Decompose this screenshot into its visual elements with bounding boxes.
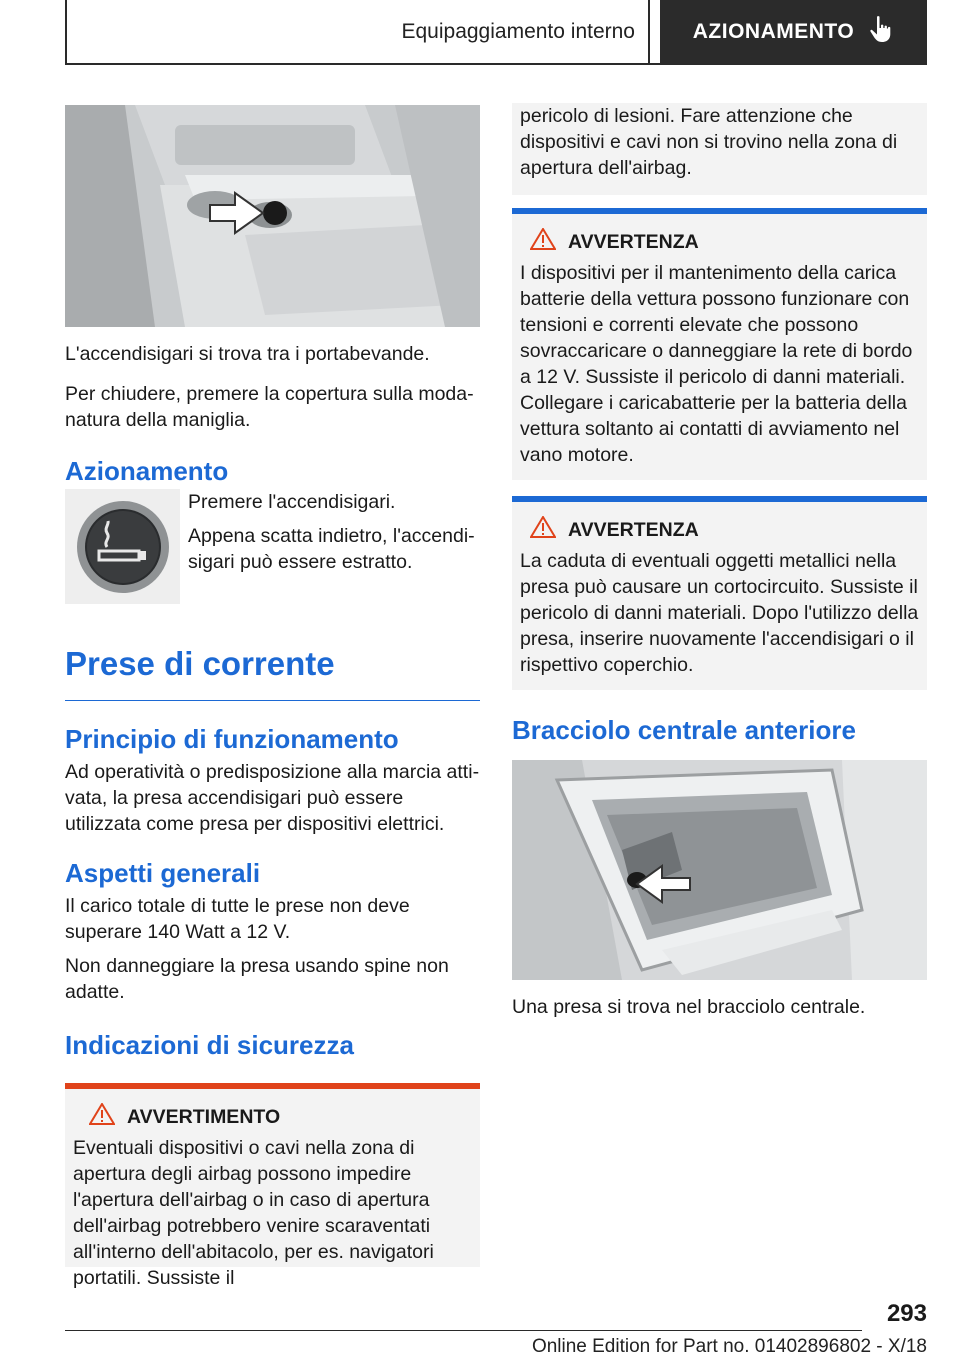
warning-text: La caduta di eventuali oggetti metallici nella presa può causare un cortocircuito. Sussiste il pericolo di danni materiali. Dopo l'utilizzo della presa, inserire nuovamente l'accendisigari o il rispettivo coperchio. (520, 550, 919, 676)
heading-indicazioni-sicurezza: Indicazioni di sicurezza (65, 1030, 354, 1060)
section-rule (65, 700, 480, 701)
footer-rule (65, 1330, 862, 1331)
heading-aspetti-generali: Aspetti generali (65, 858, 261, 888)
page-number: 293 (886, 1300, 927, 1327)
azionamento-block (65, 489, 480, 604)
warning-text: Eventuali dispositivi o cavi nella zona di apertura degli airbag possono impedire l'apertura dell'airbag o in caso di apertura dell'airbag potrebbero venire scaraventati all'interno dell'abitacolo, per es. navigatori portatili. Sussiste il (73, 1137, 434, 1289)
warning-title: AVVERTENZA (568, 518, 699, 541)
header-separator (648, 0, 650, 64)
heading-prese-di-corrente: Prese di corrente (65, 645, 335, 682)
cigarette-lighter-button-photo (65, 489, 180, 604)
cigarette-icon (73, 497, 173, 597)
header-section-title: Equipaggiamento interno (401, 19, 635, 43)
edition-footer: Online Edition for Part no. 01402896802 - X/18 (531, 1336, 927, 1357)
warning-continuation-box (512, 103, 927, 195)
center-console-cupholder-photo (65, 105, 480, 327)
warning-box-avvertenza-2 (512, 496, 927, 690)
heading-azionamento: Azionamento (65, 456, 229, 486)
paragraph-aspetti-1: Il carico totale di tutte le prese non deve superare 140 Watt a 12 V. (65, 895, 410, 943)
heading-bracciolo: Bracciolo centrale anteriore (512, 715, 856, 745)
warning-title: AVVERTIMENTO (127, 1105, 281, 1128)
header-chapter-label: AZIONAMENTO (692, 19, 855, 43)
photo-caption: Una presa si trova nel bracciolo centrale. (512, 996, 866, 1018)
warning-box-avvertimento (65, 1083, 480, 1289)
warning-box-avvertenza-1 (512, 208, 927, 480)
paragraph-aspetti-2: Non danneggiare la presa usando spine non adatte. (65, 955, 449, 1003)
azionamento-step-1: Premere l'accendisigari. (188, 491, 396, 513)
left-column (65, 105, 480, 1289)
paragraph-principio: Ad operatività o predisposizione alla marcia attivata, la presa accendisigari può essere utilizzata come presa per dispositivi elettrici. (65, 761, 480, 835)
header-rule (65, 63, 927, 65)
warning-triangle-icon (530, 228, 556, 256)
paragraph-close-cover: Per chiudere, premere la copertura sulla modanatura della maniglia. (65, 383, 474, 431)
warning-title: AVVERTENZA (568, 230, 699, 253)
hand-pointer-icon (868, 15, 894, 49)
photo-caption: L'accendisigari si trova tra i portabevande. (65, 343, 430, 365)
heading-principio: Principio di funzionamento (65, 724, 399, 754)
right-column (512, 105, 927, 1020)
warning-triangle-icon (530, 516, 556, 544)
warning-text: I dispositivi per il mantenimento della carica batterie della vettura possono funzionare con tensioni e correnti elevate che possono sovraccaricare o danneggiare la rete di bordo a 12 V. Sussiste il pericolo di danni materiali. Collegare i caricabatterie per la batteria della vettura soltanto ai contatti di avviamento nel vano motore. (520, 262, 913, 466)
warning-triangle-icon (89, 1103, 115, 1131)
warning-continuation-text: pericolo di lesioni. Fare attenzione che dispositivi e cavi non si trovino nella zona di apertura dell'airbag. (520, 105, 898, 179)
armrest-socket-photo (512, 760, 927, 980)
header-chapter-tab (660, 0, 927, 63)
azionamento-step-2: Appena scatta indietro, l'accendisigari può essere estratto. (188, 525, 475, 573)
